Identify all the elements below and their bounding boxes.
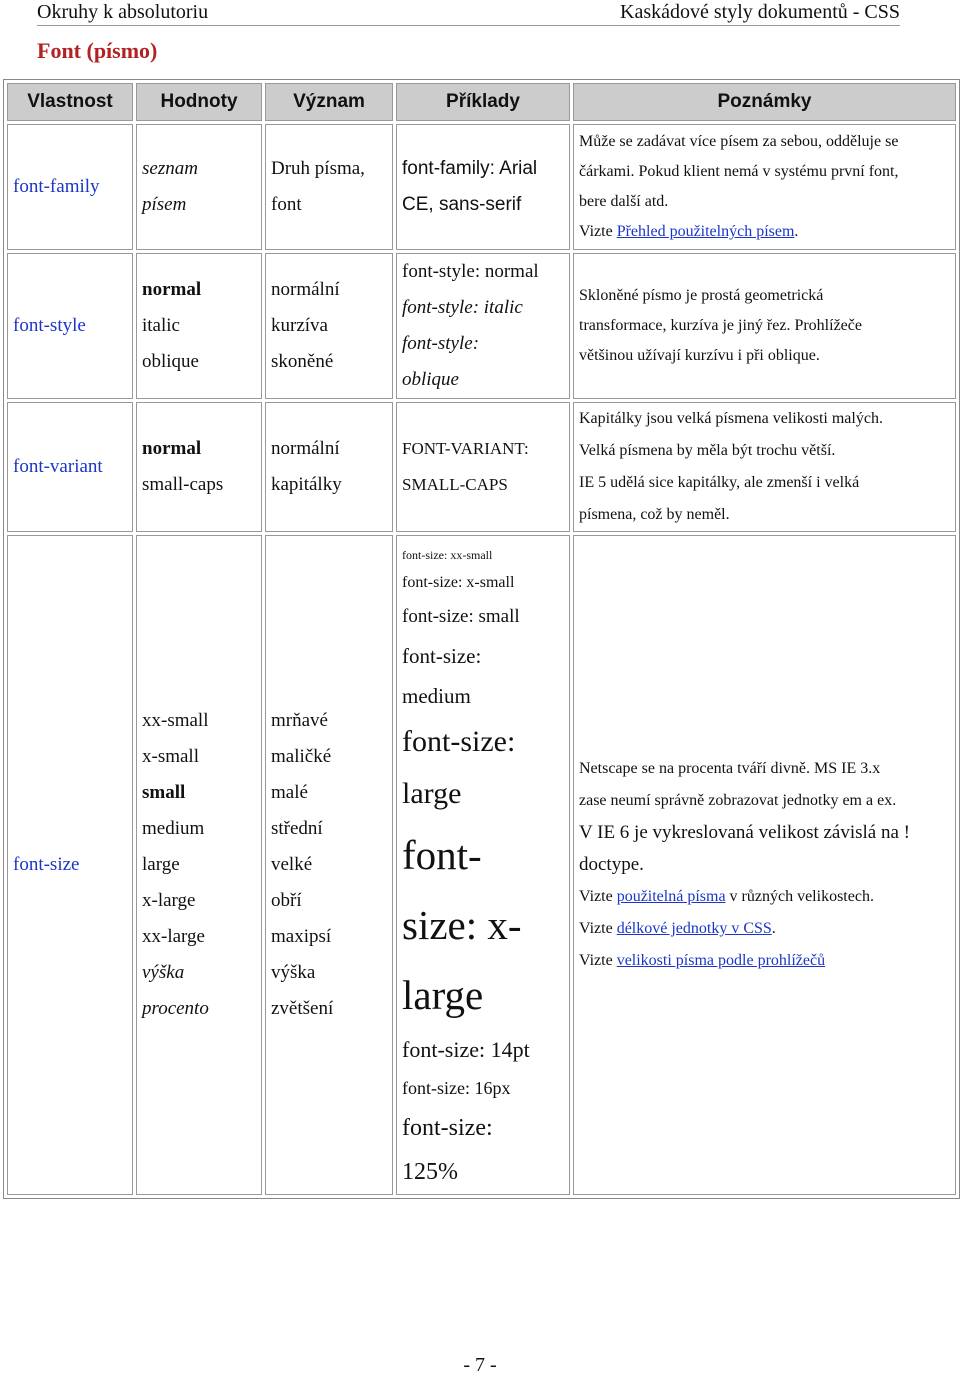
- property-cell: [7, 253, 133, 399]
- property-link-font-variant[interactable]: font-variant: [13, 456, 103, 477]
- value-item: oblique: [142, 351, 199, 372]
- fonts-overview-link[interactable]: Přehled použitelných písem: [616, 223, 795, 240]
- value-item: small-caps: [142, 474, 224, 495]
- value-item: italic: [142, 315, 180, 336]
- note-text: Vizte: [579, 952, 617, 969]
- property-cell: [7, 535, 133, 1195]
- column-header: Význam: [265, 83, 393, 121]
- page-title: Font (písmo): [37, 38, 158, 63]
- example-item: size: x-: [402, 902, 522, 948]
- example-item: 125%: [402, 1159, 458, 1185]
- example-item: font-size: xx-small: [402, 548, 493, 562]
- header-left: Okruhy k absolutoriu: [37, 1, 209, 23]
- example-item: font-size: 14pt: [402, 1037, 530, 1062]
- property-cell: [7, 402, 133, 532]
- value-item: medium: [142, 818, 205, 839]
- meaning-item: malé: [271, 782, 308, 803]
- note-line: písmena, což by neměl.: [579, 506, 730, 523]
- example-item: font-size:: [402, 1115, 493, 1141]
- usable-fonts-link[interactable]: použitelná písma: [616, 888, 726, 905]
- meaning-item: maxipsí: [271, 926, 332, 947]
- example-item: CE, sans-serif: [402, 194, 522, 215]
- note-line: [579, 881, 950, 913]
- table-row-font-family: [7, 124, 956, 250]
- property-link-font-style[interactable]: font-style: [13, 315, 86, 336]
- note-text: .: [771, 920, 776, 937]
- note-line: zase neumí správně zobrazovat jednotky em a ex.: [579, 792, 897, 809]
- value-item: large: [142, 854, 180, 875]
- value-item: xx-large: [142, 926, 205, 947]
- meaning-item: normální: [271, 279, 340, 300]
- example-item: font-size: small: [402, 606, 520, 627]
- notes-cell: [573, 124, 956, 250]
- note-line: [579, 945, 950, 977]
- example-item: font-size: x-small: [402, 574, 515, 591]
- note-line: Kapitálky jsou velká písmena velikosti malých.: [579, 410, 883, 427]
- column-header: Hodnoty: [136, 83, 262, 121]
- table-row-font-size: [7, 535, 956, 1195]
- column-header: Příklady: [396, 83, 570, 121]
- note-line: Může se zadávat více písem za sebou, odděluje se: [579, 133, 899, 150]
- note-line: čárkami. Pokud klient nemá v systému první font,: [579, 163, 899, 180]
- page-number: - 7 -: [463, 1354, 497, 1376]
- value-item: xx-small: [142, 710, 209, 731]
- example-item: SMALL-CAPS: [402, 475, 508, 494]
- example-item: medium: [402, 684, 471, 708]
- meaning-cell: [265, 402, 393, 532]
- table-header-row: [7, 83, 956, 121]
- note-text: .: [794, 223, 799, 240]
- header-right: Kaskádové styly dokumentů - CSS: [620, 1, 900, 23]
- header-rule: [37, 25, 900, 26]
- value-item: seznam: [142, 158, 198, 179]
- note-line: Skloněné písmo je prostá geometrická: [579, 287, 824, 304]
- column-header: Poznámky: [573, 83, 956, 121]
- note-line: [579, 217, 950, 247]
- example-item: large: [402, 972, 484, 1018]
- examples-cell: [396, 402, 570, 532]
- value-item: x-small: [142, 746, 199, 767]
- meaning-item: kurzíva: [271, 315, 328, 336]
- example-item: font-: [402, 832, 482, 878]
- note-line: V IE 6 je vykreslovaná velikost závislá na !: [579, 822, 910, 843]
- meaning-item: výška: [271, 962, 316, 983]
- note-line: bere další atd.: [579, 193, 669, 210]
- example-item: font-size:: [402, 725, 516, 758]
- browser-font-sizes-link[interactable]: velikosti písma podle prohlížečů: [616, 952, 826, 969]
- example-item: font-style: normal: [402, 261, 539, 282]
- note-line: doctype.: [579, 854, 644, 875]
- note-line: [579, 913, 950, 945]
- note-text: Vizte: [579, 920, 617, 937]
- meaning-item: font: [271, 194, 302, 215]
- value-item: procento: [142, 998, 209, 1019]
- note-line: většinou užívají kurzívu i při oblique.: [579, 347, 820, 364]
- values-cell: [136, 535, 262, 1195]
- meaning-item: velké: [271, 854, 313, 875]
- property-link-font-family[interactable]: font-family: [13, 176, 100, 197]
- meaning-item: skoněné: [271, 351, 334, 372]
- value-item: normal: [142, 438, 202, 459]
- table-row-font-variant: [7, 402, 956, 532]
- note-text: Vizte: [579, 888, 617, 905]
- value-item: x-large: [142, 890, 196, 911]
- example-item: font-size:: [402, 644, 482, 668]
- values-cell: [136, 124, 262, 250]
- table-row-font-style: [7, 253, 956, 399]
- property-link-font-size[interactable]: font-size: [13, 854, 80, 875]
- note-text: v různých velikostech.: [725, 888, 874, 905]
- example-item: font-family: Arial: [402, 158, 538, 179]
- meaning-cell: [265, 124, 393, 250]
- value-item: výška: [142, 962, 185, 983]
- note-line: Netscape se na procenta tváří divně. MS IE 3.x: [579, 760, 881, 777]
- notes-cell: [573, 402, 956, 532]
- values-cell: [136, 253, 262, 399]
- notes-cell: [573, 535, 956, 1195]
- example-item: FONT-VARIANT:: [402, 439, 529, 458]
- property-cell: [7, 124, 133, 250]
- meaning-item: maličké: [271, 746, 332, 767]
- example-item: large: [402, 777, 462, 810]
- value-item: písem: [142, 194, 187, 215]
- length-units-link[interactable]: délkové jednotky v CSS: [616, 920, 772, 937]
- meaning-item: kapitálky: [271, 474, 342, 495]
- value-item: small: [142, 782, 186, 803]
- note-text: Vizte: [579, 223, 617, 240]
- meaning-item: obří: [271, 890, 302, 911]
- notes-cell: [573, 253, 956, 399]
- examples-cell: [396, 124, 570, 250]
- example-item: font-size: 16px: [402, 1078, 511, 1098]
- value-item: normal: [142, 279, 202, 300]
- examples-cell: [396, 535, 570, 1195]
- meaning-cell: [265, 535, 393, 1195]
- example-item: oblique: [402, 369, 459, 390]
- note-line: transformace, kurzíva je jiný řez. Prohlížeče: [579, 317, 862, 334]
- meaning-cell: [265, 253, 393, 399]
- meaning-item: zvětšení: [271, 998, 334, 1019]
- example-item: font-style: italic: [402, 297, 523, 318]
- font-properties-table: [3, 79, 960, 1199]
- column-header: Vlastnost: [7, 83, 133, 121]
- note-line: IE 5 udělá sice kapitálky, ale zmenší i velká: [579, 474, 860, 491]
- meaning-item: mrňavé: [271, 710, 328, 731]
- meaning-item: Druh písma,: [271, 158, 365, 179]
- meaning-item: střední: [271, 818, 323, 839]
- examples-cell: [396, 253, 570, 399]
- note-line: Velká písmena by měla být trochu větší.: [579, 442, 836, 459]
- meaning-item: normální: [271, 438, 340, 459]
- values-cell: [136, 402, 262, 532]
- example-item: font-style:: [402, 333, 480, 354]
